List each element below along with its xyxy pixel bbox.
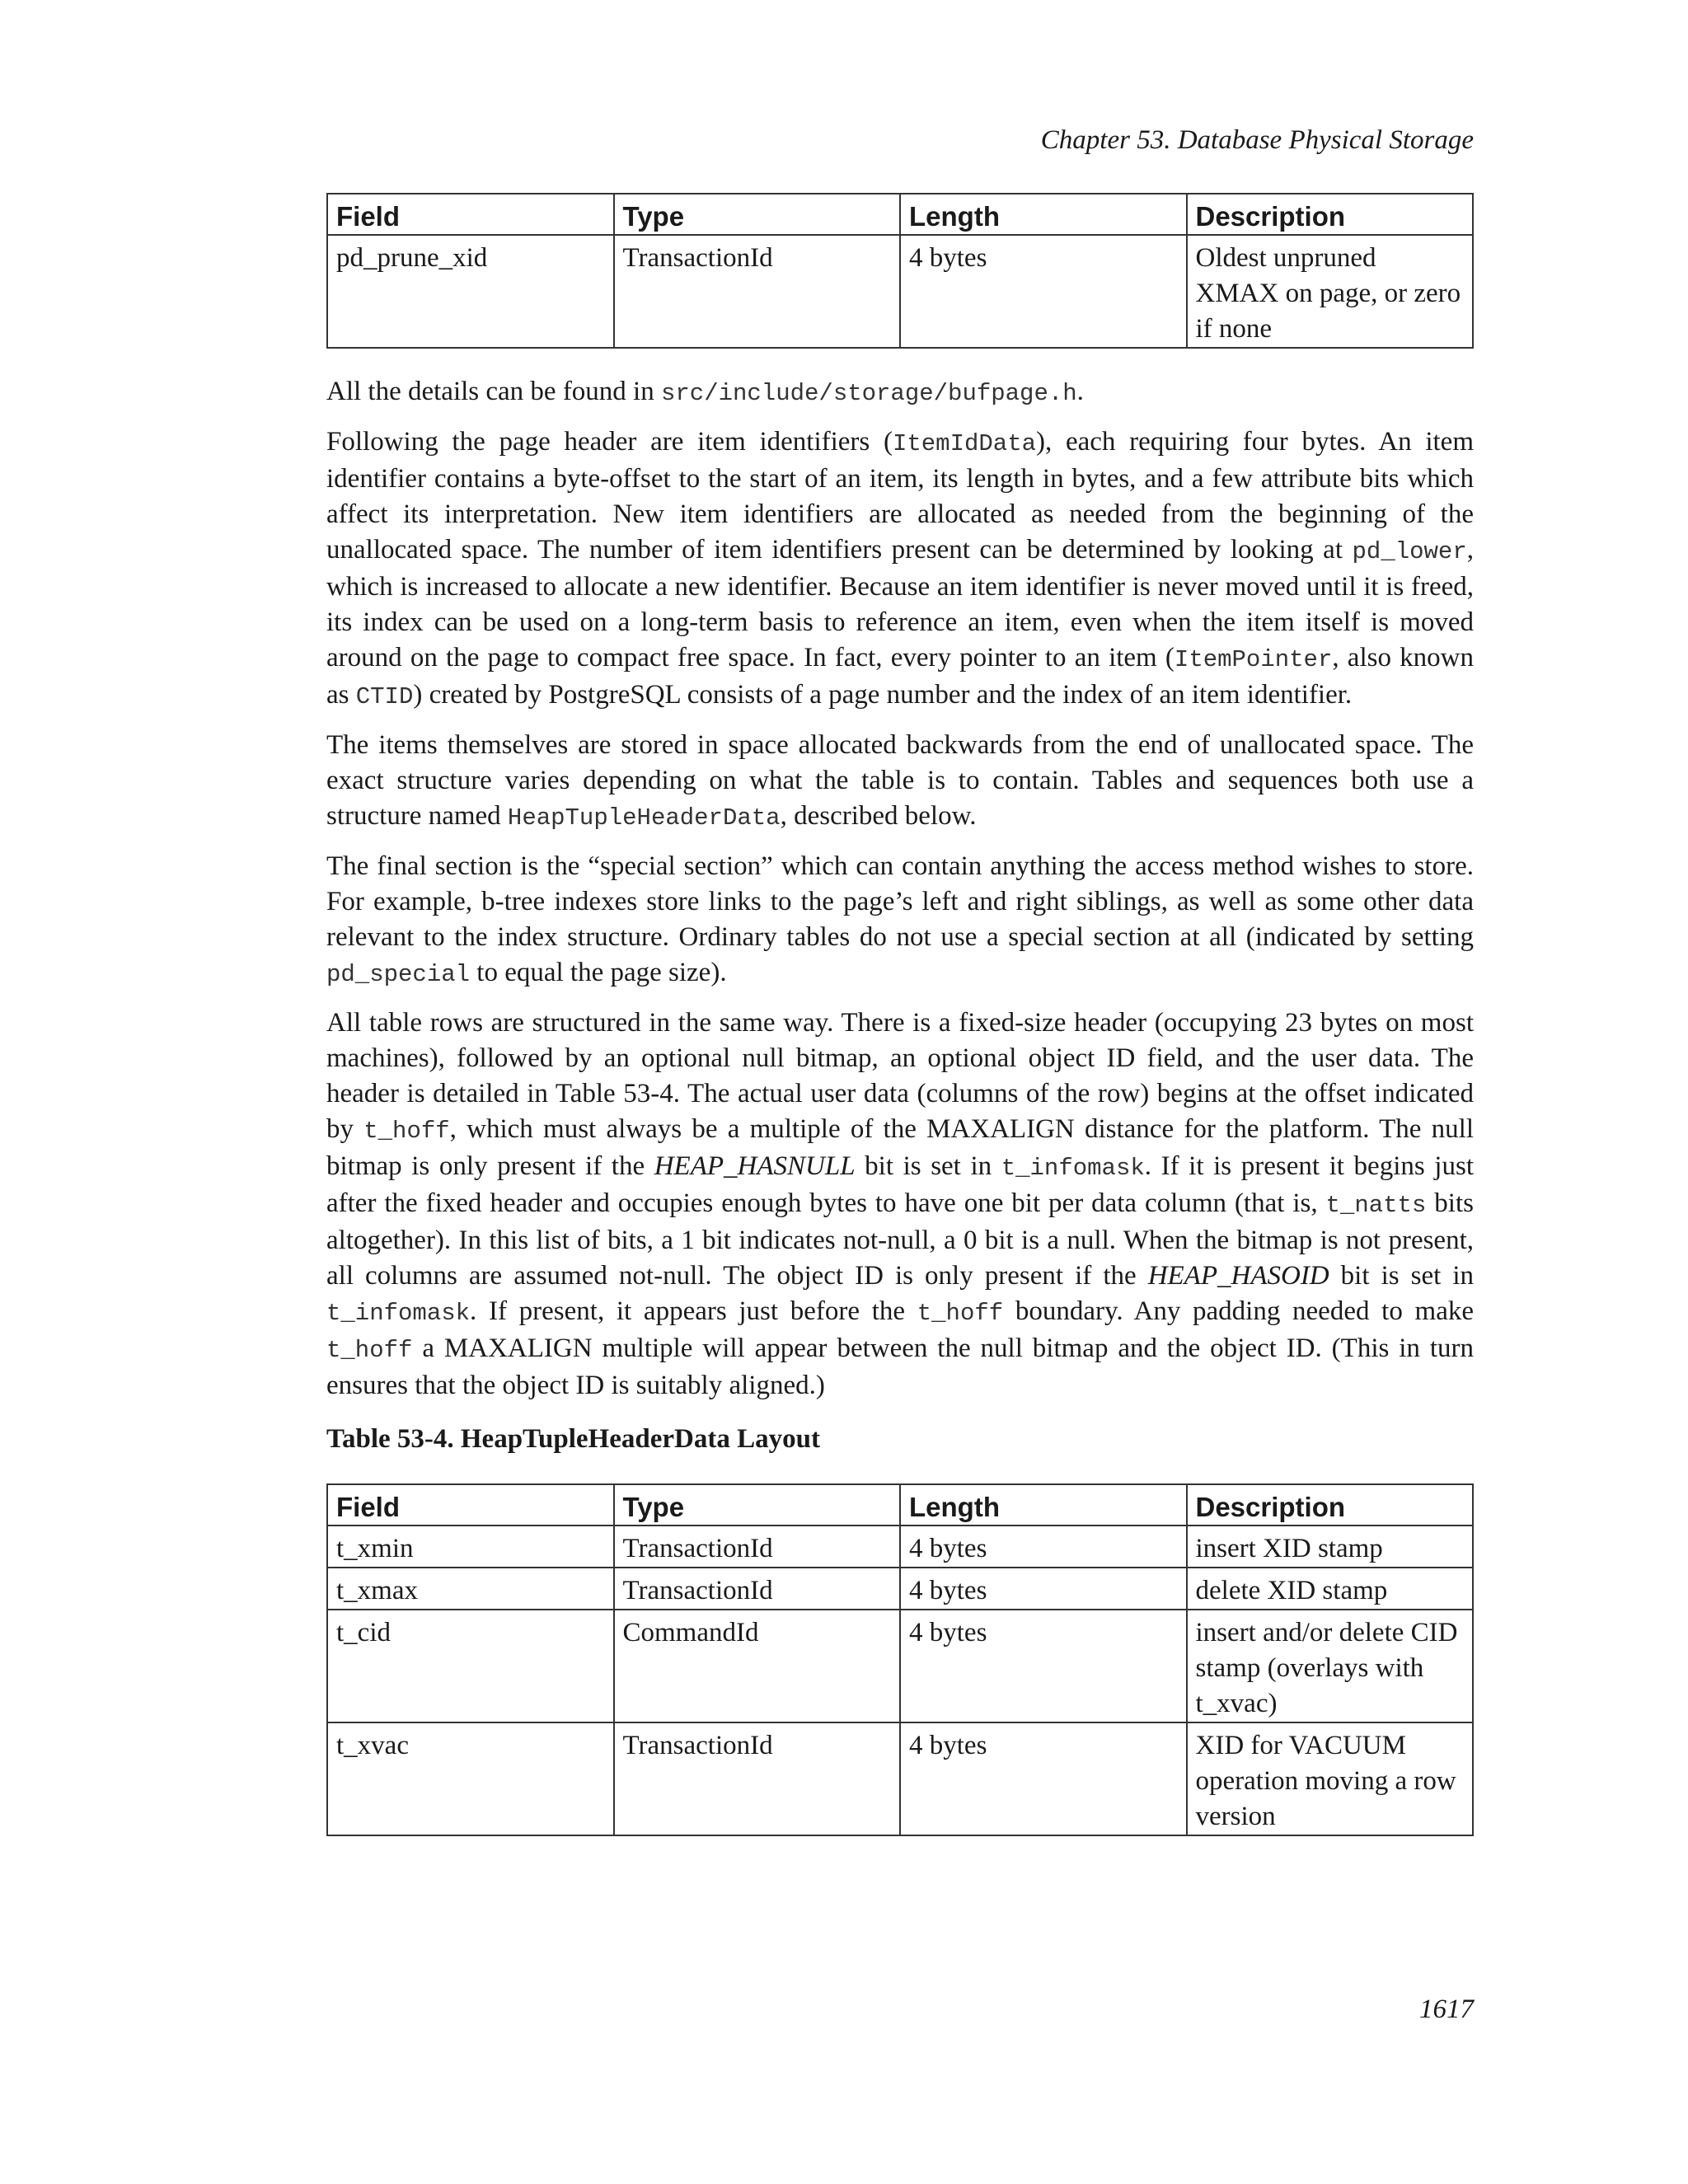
text-run: , which is increased to allocate a new identifier. Because an item identifier is never moved until it is freed, its index can be used on a long-term basis to reference an item, even when the item itself is moved around on the page to compact free space. In fact, every pointer to an item ( [326,535,1474,673]
cell-type: CommandId [614,1610,901,1722]
emphasis: HEAP_HASNULL [654,1151,856,1181]
text-run: to equal the page size). [470,958,727,987]
table-header-row [327,194,1473,235]
text-run: ), each requiring four bytes. An item identifier contains a byte-offset to the start of an item, its length in bytes, and a few attribute bits which affect its interpretation. New item identifiers are allocated as needed from the beginning of the unallocated space. The number of item identifiers present can be determined by looking at [326,427,1474,565]
text-run: , which must always be a multiple of the MAXALIGN distance for the platform. The null bitmap is only present if the [326,1114,1475,1181]
text-run: , described below. [780,801,977,831]
text-run: bit is set in [1329,1261,1474,1291]
inline-code: HeapTupleHeaderData [507,804,781,832]
cell-description: insert XID stamp [1187,1526,1474,1568]
body-text [326,374,1474,1417]
cell-description: insert and/or delete CID stamp (overlays with t_xvac) [1187,1610,1474,1722]
cell-field: t_xmax [327,1568,614,1610]
table-row [327,235,1473,348]
inline-code: t_infomask [1001,1155,1145,1182]
cell-description: delete XID stamp [1187,1568,1474,1610]
paragraph [326,424,1474,715]
cell-length: 4 bytes [900,1568,1187,1610]
paragraph [326,374,1474,411]
heap-tuple-header-table-wrap [326,1483,1474,1836]
cell-field: t_xmin [327,1526,614,1568]
text-run: a MAXALIGN multiple will appear between the null bitmap and the object ID. (This in turn ensures that the object ID is suitably aligned.) [326,1333,1474,1400]
text-run: Following the page header are item identifiers ( [326,427,893,457]
inline-code: ItemIdData [892,430,1036,457]
table-title: Table 53-4. HeapTupleHeaderData Layout [326,1424,820,1454]
text-run: bit is set in [855,1151,1001,1181]
inline-code: pd_lower [1352,538,1467,565]
text-run: The items themselves are stored in space allocated backwards from the end of unallocated space. The exact structure varies depending on what the table is to contain. Tables and sequences both use a structure named [326,730,1474,831]
inline-code: t_hoff [326,1337,413,1364]
cell-field: pd_prune_xid [327,235,614,348]
table-page-header-fields [326,193,1474,349]
table-header-row [327,1484,1473,1526]
text-run: , also known as [326,643,1474,710]
cell-type: TransactionId [614,235,901,348]
column-header-length: Length [900,1484,1187,1526]
text-run: ) created by PostgreSQL consists of a page number and the index of an item identifier. [413,680,1353,710]
inline-code: ItemPointer [1174,646,1333,673]
cell-length: 4 bytes [900,1610,1187,1722]
cell-length: 4 bytes [900,1526,1187,1568]
column-header-type: Type [614,1484,901,1526]
inline-code: src/include/storage/bufpage.h [660,380,1077,407]
text-run: . If present, it appears just before the [470,1296,917,1326]
running-header: Chapter 53. Database Physical Storage [1040,125,1474,155]
column-header-description: Description [1187,194,1474,235]
table-row [327,1568,1473,1610]
cell-type: TransactionId [614,1526,901,1568]
inline-code: t_hoff [363,1118,450,1145]
column-header-field: Field [327,1484,614,1526]
cell-length: 4 bytes [900,1722,1187,1835]
column-header-type: Type [614,194,901,235]
page-header-fields-table-continued [326,193,1474,349]
cell-field: t_cid [327,1610,614,1722]
cell-type: TransactionId [614,1722,901,1835]
inline-code: t_natts [1325,1192,1427,1219]
column-header-length: Length [900,194,1187,235]
text-run: All the details can be found in [326,377,661,406]
text-run: The final section is the “special section” which can contain anything the access method wishes to store. For example, b-tree indexes store links to the page’s left and right siblings, as well as some other data relevant to the index structure. Ordinary tables do not use a special section at all (indicated by setting [326,851,1474,952]
text-run: bits altogether). In this list of bits, a 1 bit indicates not-null, a 0 bit is a null. When the bitmap is not present, all columns are assumed not-null. The object ID is only present if the [326,1188,1474,1291]
cell-description: Oldest unpruned XMAX on page, or zero if none [1187,235,1474,348]
paragraph [326,1005,1474,1404]
inline-code: CTID [355,683,414,710]
column-header-description: Description [1187,1484,1474,1526]
table-heap-tuple-header-layout [326,1483,1474,1836]
text-run: . If it is present it begins just after the fixed header and occupies enough bytes to have one bit per data column (that is, [326,1151,1474,1218]
text-run: All table rows are structured in the same way. There is a fixed-size header (occupying 23 bytes on most machines), followed by an optional null bitmap, an optional object ID field, and the user data. The header is detailed in Table 53-4. The actual user data (columns of the row) begins at the offset indicated by [326,1008,1474,1144]
inline-code: t_hoff [917,1300,1004,1327]
table-row [327,1526,1473,1568]
column-header-field: Field [327,194,614,235]
text-run: boundary. Any padding needed to make [1003,1296,1474,1326]
inline-code: t_infomask [326,1300,471,1327]
cell-type: TransactionId [614,1568,901,1610]
paragraph [326,728,1474,836]
cell-description: XID for VACUUM operation moving a row version [1187,1722,1474,1835]
paragraph [326,849,1474,992]
inline-code: pd_special [326,961,471,988]
cell-length: 4 bytes [900,235,1187,348]
text-run: . [1076,377,1084,406]
page-number: 1617 [1419,1994,1474,2024]
table-row [327,1610,1473,1722]
emphasis: HEAP_HASOID [1147,1261,1329,1291]
table-row [327,1722,1473,1835]
cell-field: t_xvac [327,1722,614,1835]
